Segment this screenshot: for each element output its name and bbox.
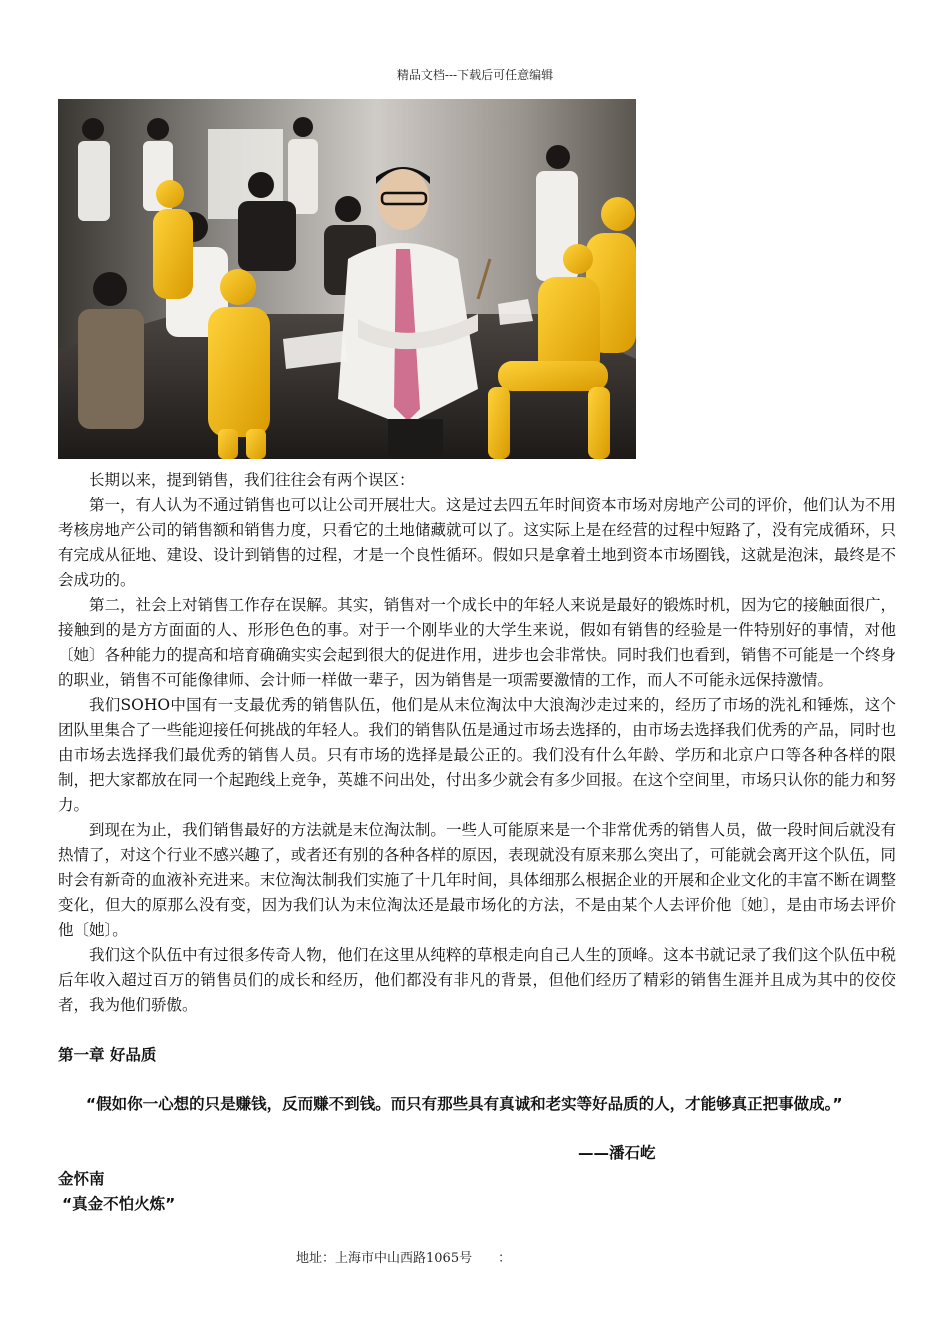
office-sales-team-photo: [58, 99, 636, 459]
paragraph-second: 第二，社会上对销售工作存在误解。其实，销售对一个成长中的年轻人来说是最好的锻炼时机，因为它的接触面很广，接触到的是方方面面的人、形形色色的事。对于一个刚毕业的大学生来说，假如有销售的经验是一件特别好的事情，对他〔她〕各种能力的提高和培育确确实实会起到很大的促进作用，进步也会非常快。同时我们也看到，销售不可能是一个终身的职业，销售不可能像律师、会计师一样做一辈子，因为销售是一项需要激情的工作，而人不可能永远保持激情。: [58, 596, 896, 689]
footer-address: 地址：上海市中山西路1065号: [296, 1251, 473, 1266]
quote-author: ——潘石屹: [578, 1144, 656, 1162]
paragraph-team: 我们SOHO中国有一支最优秀的销售队伍，他们是从末位淘汰中大浪淘沙走过来的，经历了市场的洗礼和锤炼，这个团队里集合了一些能迎接任何挑战的年轻人。我们的销售队伍是通过市场去选择的，由市场去选择我们优秀的产品，同时也由市场去选择我们最优秀的销售人员。只有市场的选择是最公正的。我们没有什么年龄、学历和北京户口等各种各样的限制，把大家都放在同一个起跑线上竞争，英雄不问出处，付出多少就会有多少回报。在这个空间里，市场只认你的能力和努力。: [58, 696, 896, 814]
body-text: [58, 468, 896, 1018]
paragraph-method: 到现在为止，我们销售最好的方法就是末位淘汰制。一些人可能原来是一个非常优秀的销售人员，做一段时间后就没有热情了，对这个行业不感兴趣了，或者还有别的各种各样的原因，表现就没有原来那么突出了，可能就会离开这个队伍，同时会有新奇的血液补充进来。末位淘汰制我们实施了十几年时间，具体细那么根据企业的开展和企业文化的丰富不断在调整变化，但大的原那么没有变，因为我们认为末位淘汰还是最市场化的方法，不是由某个人去评价他〔她〕，是由市场去评价他〔她〕。: [58, 821, 896, 939]
footer-tail: ：: [498, 1251, 512, 1266]
chapter-title: 第一章 好品质: [58, 1046, 157, 1064]
person-subtitle: “真金不怕火炼”: [62, 1195, 176, 1213]
page-header: 精品文档---下载后可任意编辑: [396, 68, 554, 82]
quote-text: “假如你一心想的只是赚钱，反而赚不到钱。而只有那些具有真诚和老实等好品质的人，才能够真正把事做成。”: [85, 1095, 843, 1113]
paragraph-first: 第一，有人认为不通过销售也可以让公司开展壮大。这是过去四五年时间资本市场对房地产公司的评价，他们认为不用考核房地产公司的销售额和销售力度，只看它的土地储藏就可以了。这实际上是在经营的过程中短路了，没有完成循环，只有完成从征地、建设、设计到销售的过程，才是一个良性循环。假如只是拿着土地到资本市场圈钱，这就是泡沫，最终是不会成功的。: [58, 496, 896, 589]
page-footer: [296, 1247, 511, 1266]
paragraph-intro: 长期以来，提到销售，我们往往会有两个误区：: [89, 471, 415, 489]
person-name: 金怀南: [58, 1170, 105, 1188]
paragraph-legends: 我们这个队伍中有过很多传奇人物，他们在这里从纯粹的草根走向自己人生的顶峰。这本书就记录了我们这个队伍中税后年收入超过百万的销售员们的成长和经历，他们都没有非凡的背景，但他们经历了精彩的销售生涯并且成为其中的佼佼者，我为他们骄傲。: [58, 946, 896, 1014]
